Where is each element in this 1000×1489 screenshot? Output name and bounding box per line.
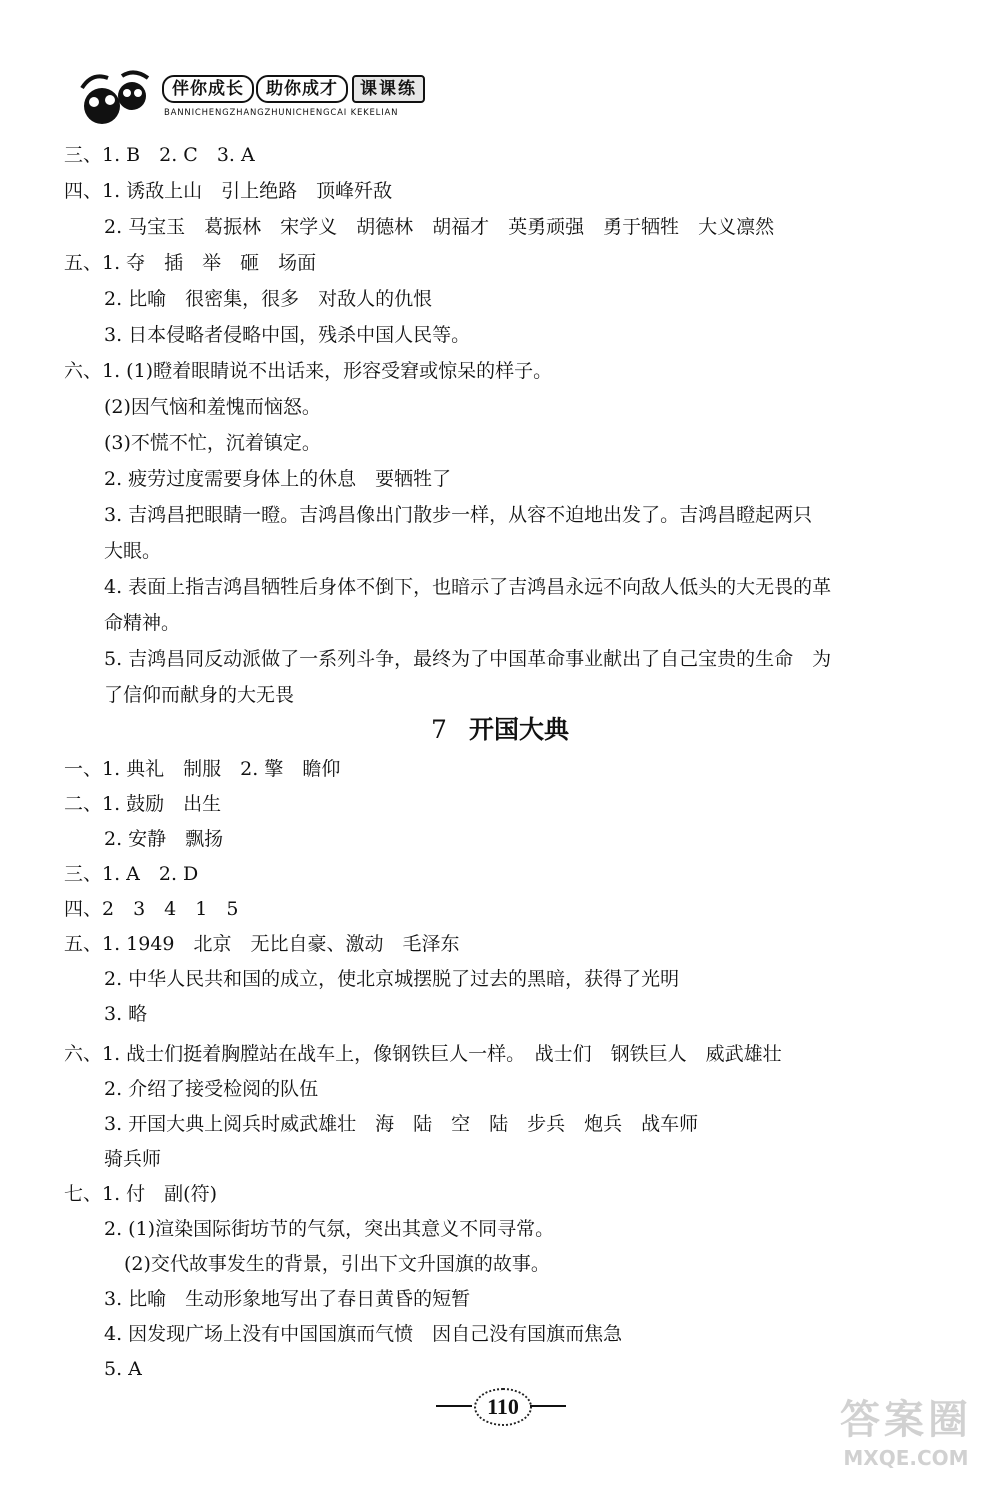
answer-line: 2. 中华人民共和国的成立，使北京城摆脱了过去的黑暗，获得了光明 <box>104 968 680 990</box>
header-slogan <box>162 74 425 104</box>
answer-line: 六、1. (1)瞪着眼睛说不出话来，形容受窘或惊呆的样子。 <box>64 360 553 382</box>
answer-line: 二、1. 鼓励 出生 <box>64 793 222 815</box>
answer-line: 2. 比喻 很密集，很多 对敌人的仇恨 <box>104 288 433 310</box>
watermark-text: 答案圈 <box>840 1397 972 1443</box>
answer-line: 3. 比喻 生动形象地写出了春日黄昏的短暂 <box>104 1288 471 1310</box>
answer-line: 五、1. 夺 插 举 砸 场面 <box>64 252 317 274</box>
answer-line: 4. 因发现广场上没有中国国旗而气愤 因自己没有国旗而焦急 <box>104 1323 623 1345</box>
header-pinyin: BANNICHENGZHANGZHUNICHENGCAI KEKELIAN <box>164 108 399 118</box>
answer-line: (2)交代故事发生的背景，引出下文升国旗的故事。 <box>124 1253 550 1275</box>
answer-line: 六、1. 战士们挺着胸膛站在战车上，像钢铁巨人一样。 战士们 钢铁巨人 威武雄壮 <box>64 1043 782 1065</box>
page-number-rule-left <box>436 1405 472 1407</box>
answer-line: 三、1. B 2. C 3. A <box>64 144 255 166</box>
slogan-part1: 伴你成长 <box>162 75 254 103</box>
answer-line: 3. 开国大典上阅兵时威武雄壮 海 陆 空 陆 步兵 炮兵 战车师 <box>104 1113 699 1135</box>
slogan-part2: 助你成才 <box>256 75 348 103</box>
page-header <box>72 62 452 136</box>
answer-line: 一、1. 典礼 制服 2. 擎 瞻仰 <box>64 758 341 780</box>
brand-name: 课课练 <box>352 75 425 103</box>
page-number-rule-right <box>530 1405 566 1407</box>
answer-line: 5. A <box>104 1358 142 1380</box>
answer-line: 2. 安静 飘扬 <box>104 828 224 850</box>
logo-icon <box>72 66 158 132</box>
answer-line: 3. 吉鸿昌把眼睛一瞪。吉鸿昌像出门散步一样，从容不迫地出发了。吉鸿昌瞪起两只 <box>104 504 813 526</box>
answer-line: 3. 略 <box>104 1003 148 1025</box>
answer-line: 命精神。 <box>104 612 181 634</box>
section-title-text: 开国大典 <box>468 715 569 744</box>
page-number-text: 110 <box>474 1388 532 1426</box>
answer-line: 五、1. 1949 北京 无比自豪、激动 毛泽东 <box>64 933 460 955</box>
answer-line: 4. 表面上指吉鸿昌牺牲后身体不倒下，也暗示了吉鸿昌永远不向敌人低头的大无畏的革 <box>104 576 832 598</box>
answer-line: 5. 吉鸿昌同反动派做了一系列斗争，最终为了中国革命事业献出了自己宝贵的生命 为 <box>104 648 832 670</box>
answer-line: (2)因气恼和羞愧而恼怒。 <box>104 396 321 418</box>
answer-line: 2. 介绍了接受检阅的队伍 <box>104 1078 319 1100</box>
answer-line: 了信仰而献身的大无畏 <box>104 684 295 706</box>
page-number <box>436 1386 566 1426</box>
answer-line: 3. 日本侵略者侵略中国，残杀中国人民等。 <box>104 324 471 346</box>
answer-line: 四、2 3 4 1 5 <box>64 898 239 920</box>
section-title <box>0 714 1000 746</box>
answer-line: 骑兵师 <box>104 1148 162 1170</box>
section-number: 7 <box>431 715 447 744</box>
answer-line: 四、1. 诱敌上山 引上绝路 顶峰歼敌 <box>64 180 393 202</box>
answer-line: 2. (1)渲染国际街坊节的气氛，突出其意义不同寻常。 <box>104 1218 555 1240</box>
answer-line: 大眼。 <box>104 540 162 562</box>
watermark-url: MXQE.COM <box>843 1446 969 1470</box>
answer-line: 七、1. 付 副(符) <box>64 1183 217 1205</box>
answer-line: 2. 马宝玉 葛振林 宋学义 胡德林 胡福才 英勇顽强 勇于牺牲 大义凛然 <box>104 216 775 238</box>
watermark <box>820 1388 992 1484</box>
answer-line: 三、1. A 2. D <box>64 863 199 885</box>
answer-line: (3)不慌不忙，沉着镇定。 <box>104 432 321 454</box>
answer-line: 2. 疲劳过度需要身体上的休息 要牺牲了 <box>104 468 452 490</box>
